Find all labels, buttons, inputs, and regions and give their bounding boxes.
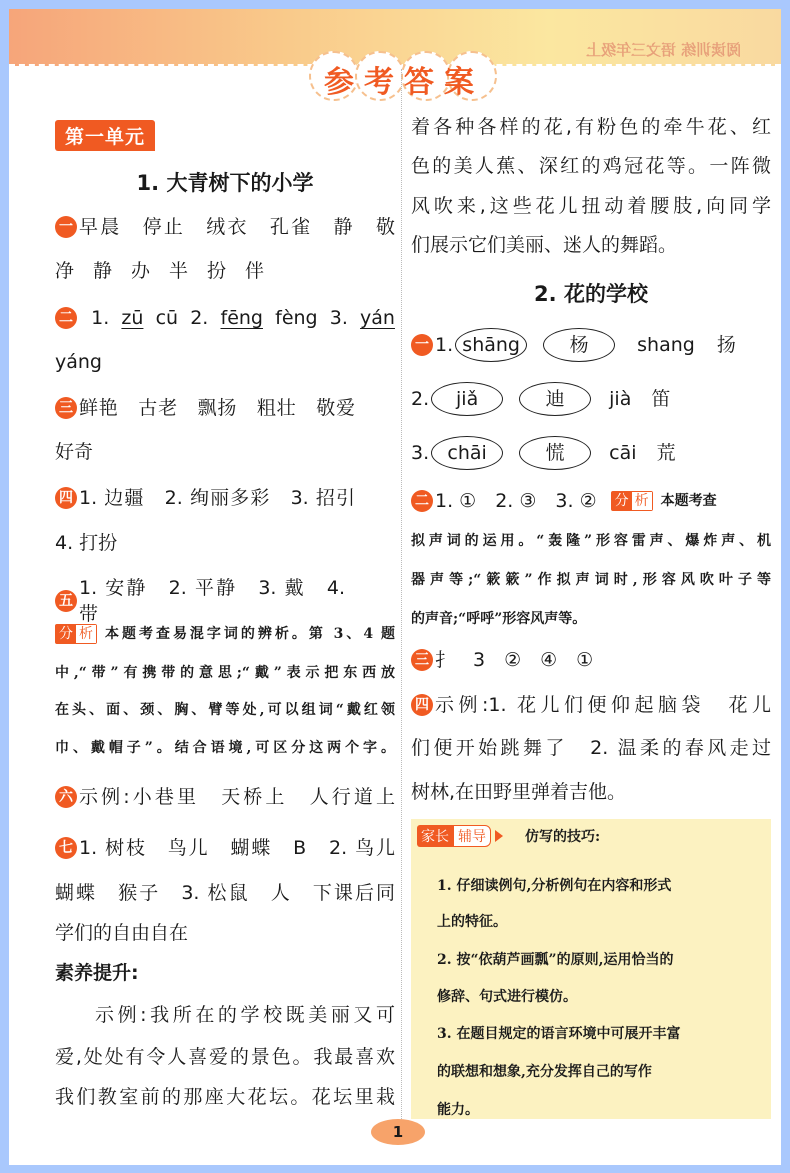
answer-text: 示例:1. 花儿们便仰起脑袋 花儿: [435, 694, 771, 716]
answer-text: 风吹来,这些花儿扭动着腰肢,向同学: [411, 195, 771, 217]
answer-text: 学们的自由自在: [55, 922, 189, 944]
item-number: 1.: [91, 307, 110, 329]
tip-text: 的联想和想象,充分发挥自己的写作: [437, 1064, 652, 1080]
analysis-text: 器声等;“簌簌”作拟声词时,形容风吹叶子等: [411, 572, 771, 588]
answer-text: 着各种各样的花,有粉色的牵牛花、红: [411, 116, 771, 138]
analysis-text: 中,“带”有携带的意思;“戴”表示把东西放: [55, 665, 395, 681]
tag-part: 分: [56, 625, 76, 643]
title-block: [309, 51, 499, 100]
answer-text: 早晨 停止 绒衣 孔雀 静 敬: [79, 216, 395, 238]
item-number: 2.: [411, 388, 430, 410]
answer-text: 们便开始跳舞了 2. 温柔的春风走过: [411, 737, 771, 759]
tip-text: 1. 仔细读例句,分析例句在内容和形式: [437, 878, 672, 894]
analysis-tag: [611, 491, 653, 511]
question-badge: 七: [55, 837, 77, 859]
circled-answer: 杨: [543, 328, 615, 362]
analysis-text: 的声音;“呼呼”形容风声等。: [411, 611, 587, 627]
circled-answer: jiǎ: [431, 382, 503, 416]
character: 扬: [716, 334, 736, 356]
answer-line: [411, 488, 771, 514]
answer-text: 示例:我所在的学校既美丽又可: [95, 1004, 395, 1026]
tip-text: 2. 按“依葫芦画瓢”的原则,运用恰当的: [437, 952, 674, 968]
analysis-text: 本题考查: [660, 493, 717, 509]
page-title: 参考答案: [324, 65, 484, 100]
item-number: 3.: [411, 442, 430, 464]
answer-text: 1. 树枝 鸟儿 蝴蝶 B 2. 鸟儿: [79, 837, 395, 859]
tip-text: 上的特征。: [437, 914, 507, 930]
lesson-title: 1. 大青树下的小学: [136, 171, 314, 195]
pinyin: fèng: [275, 307, 318, 329]
answer-line: [55, 485, 395, 511]
answer-text: 我们教室前的那座大花坛。花坛里栽: [55, 1086, 395, 1108]
tip-text: 修辞、句式进行模仿。: [437, 989, 577, 1005]
pinyin: cū: [155, 307, 179, 329]
character: 笛: [651, 388, 671, 410]
answer-line: [411, 382, 771, 416]
answer-text: 鲜艳 古老 飘扬 粗壮 敬爱: [79, 397, 355, 419]
tip-text: 3. 在题目规定的语言环境中可展开丰富: [437, 1026, 681, 1042]
question-badge: 二: [411, 490, 433, 512]
answer-text: 树林,在田野里弹着吉他。: [411, 781, 627, 803]
answer-line: [55, 575, 395, 627]
answer-line: [55, 784, 395, 810]
answer-text: 们展示它们美丽、迷人的舞蹈。: [411, 234, 678, 256]
tag-part: 分: [612, 492, 632, 510]
answer-text: 1. ① 2. ③ 3. ②: [435, 490, 597, 512]
answer-text: 1. 安静 2. 平静 3. 戴 4. 带: [79, 577, 345, 625]
answer-line: [411, 436, 771, 470]
circled-answer: 迪: [519, 382, 591, 416]
parent-guide-tag: [417, 825, 600, 847]
parent-tips-box: [411, 819, 771, 1119]
pinyin-answer: yán: [360, 307, 395, 329]
tag-part: 析: [76, 625, 96, 643]
tag-part: 家长: [417, 825, 453, 847]
section-heading: 素养提升:: [55, 962, 139, 984]
answer-line: [55, 835, 395, 861]
answer-line: [411, 328, 771, 362]
answer-text: 示例:小巷里 天桥上 人行道上: [79, 786, 395, 808]
item-number: 1.: [435, 334, 454, 356]
question-badge: 三: [411, 649, 433, 671]
unit-tag: 第一单元: [55, 120, 155, 151]
answer-line: [411, 692, 771, 718]
tips-heading: 仿写的技巧:: [525, 829, 601, 845]
answer-page: [9, 9, 781, 1165]
pinyin: jià: [609, 388, 632, 410]
item-number: 2.: [190, 307, 209, 329]
analysis-text: 本题考查易混字词的辨析。第 3、4 题: [105, 626, 395, 642]
item-number: 3.: [329, 307, 348, 329]
answer-text: 4. 打扮: [55, 532, 118, 554]
question-badge: 四: [411, 694, 433, 716]
arrow-icon: [495, 830, 503, 842]
answer-text: 扌 3 ② ④ ①: [435, 649, 594, 671]
question-badge: 四: [55, 487, 77, 509]
circled-answer: chāi: [431, 436, 503, 470]
pinyin: shang: [637, 334, 695, 356]
answer-text: 蝴蝶 猴子 3. 松鼠 人 下课后同: [55, 882, 395, 904]
tag-part: 析: [632, 492, 652, 510]
question-badge: 六: [55, 786, 77, 808]
analysis-text: 在头、面、颈、胸、臂等处,可以组词“戴红领: [55, 702, 395, 718]
question-badge: 一: [55, 216, 77, 238]
analysis-text: 巾、戴帽子”。结合语境,可区分这两个字。: [55, 740, 395, 756]
pinyin-answer: fēng: [220, 307, 263, 329]
answer-line: [55, 258, 395, 284]
question-badge: 二: [55, 307, 77, 329]
analysis-text: 拟声词的运用。“轰隆”形容雷声、爆炸声、机: [411, 533, 771, 549]
answer-text: 1. 边疆 2. 绚丽多彩 3. 招引: [79, 487, 355, 509]
question-badge: 五: [55, 590, 77, 612]
answer-line: [55, 305, 395, 331]
answer-text: yáng: [55, 351, 102, 373]
column-divider: [401, 69, 402, 1129]
circled-answer: shāng: [455, 328, 527, 362]
pinyin: cāi: [609, 442, 637, 464]
series-label: 阅读训练 语文三年级上: [585, 41, 741, 59]
answer-line: [411, 647, 771, 673]
answer-line: [55, 395, 395, 421]
tag-part: 辅导: [453, 825, 491, 847]
answer-text: 色的美人蕉、深红的鸡冠花等。一阵微: [411, 155, 771, 177]
answer-line: [55, 214, 395, 240]
answer-text: 好奇: [55, 441, 94, 463]
lesson-title: 2. 花的学校: [534, 282, 648, 306]
character: 荒: [656, 442, 676, 464]
pinyin-answer: zū: [121, 307, 144, 329]
tip-text: 能力。: [437, 1102, 479, 1118]
answer-text: 净 静 办 半 扮 伴: [55, 260, 265, 282]
page-number: 1: [371, 1119, 425, 1145]
question-badge: 一: [411, 334, 433, 356]
analysis-line: [55, 621, 395, 647]
question-badge: 三: [55, 397, 77, 419]
circled-answer: 慌: [519, 436, 591, 470]
analysis-tag: [55, 624, 97, 644]
answer-text: 爱,处处有令人喜爱的景色。我最喜欢: [55, 1046, 395, 1068]
